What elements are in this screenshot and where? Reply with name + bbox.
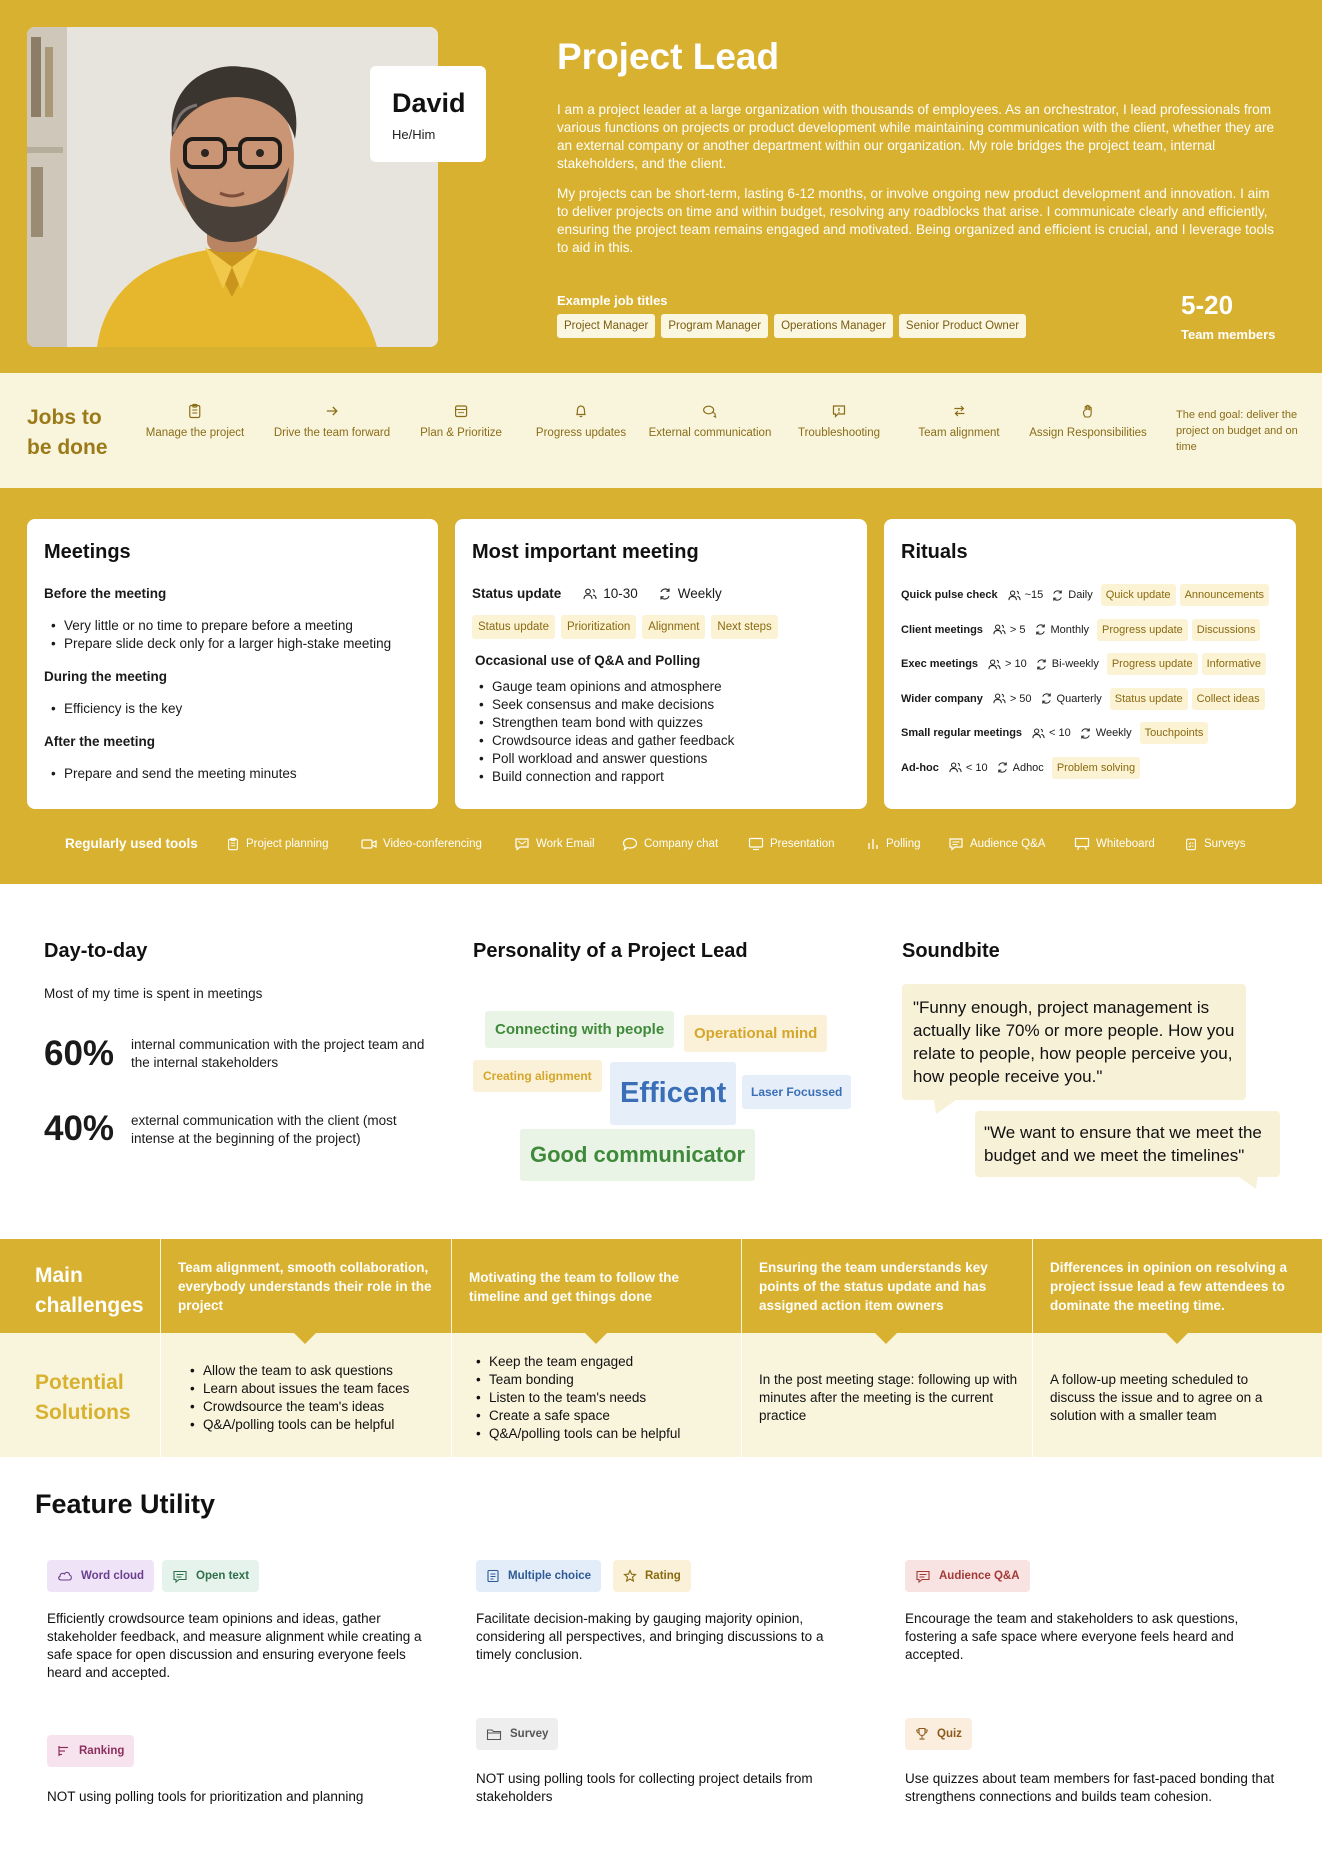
column-divider bbox=[1032, 1239, 1033, 1457]
job-item bbox=[649, 403, 772, 439]
clipboard-icon bbox=[187, 403, 203, 419]
example-title-tag: Senior Product Owner bbox=[899, 314, 1026, 338]
pill-label: Rating bbox=[645, 1570, 681, 1582]
word-cloud-icon bbox=[57, 1570, 73, 1582]
person-name: David bbox=[392, 88, 466, 118]
day-to-day-intro: Most of my time is spent in meetings bbox=[44, 986, 263, 1001]
quote-text: "We want to ensure that we meet the budget and we meet the timelines" bbox=[984, 1123, 1262, 1165]
ritual-name: Wider company bbox=[901, 692, 983, 705]
arrow-right-icon bbox=[324, 403, 340, 419]
ritual-attendees bbox=[993, 623, 1026, 636]
pill-label: Ranking bbox=[79, 1745, 125, 1757]
ritual-attendee-count: < 10 bbox=[1049, 727, 1071, 740]
list-item: • Crowdsource the team's ideas bbox=[188, 1398, 458, 1416]
ritual-attendees bbox=[993, 692, 1032, 705]
job-item bbox=[536, 403, 626, 439]
solution-text: In the post meeting stage: following up with minutes after the meeting is the current practice bbox=[759, 1372, 1018, 1423]
list-item: • Keep the team engaged bbox=[474, 1353, 744, 1371]
list-item: • Q&A/polling tools can be helpful bbox=[474, 1425, 744, 1443]
whiteboard-icon bbox=[1074, 837, 1090, 851]
rituals-card bbox=[884, 519, 1296, 809]
notch bbox=[294, 1333, 316, 1344]
feature-pill bbox=[476, 1718, 558, 1750]
feature-description: NOT using polling tools for prioritization and planning bbox=[47, 1789, 364, 1804]
tool-item bbox=[361, 837, 482, 851]
trait-tag: Operational mind bbox=[684, 1015, 827, 1052]
job-item bbox=[420, 403, 502, 439]
example-title-tag: Program Manager bbox=[661, 314, 768, 338]
chat-bubbles-icon bbox=[702, 403, 718, 419]
ritual-frequency-value: Daily bbox=[1068, 589, 1093, 602]
after-meeting-list bbox=[44, 765, 421, 783]
tag: Progress update bbox=[1097, 619, 1188, 641]
challenge-text: Motivating the team to follow the timeline and get things done bbox=[469, 1270, 679, 1304]
bubble-tail bbox=[934, 1100, 956, 1114]
challenge-text: Ensuring the team understands key points of the status update and has assigned action item owners bbox=[759, 1260, 988, 1313]
notch bbox=[585, 1333, 607, 1344]
ritual-row bbox=[901, 578, 1279, 613]
people-icon bbox=[988, 658, 1001, 671]
solution-list bbox=[474, 1353, 744, 1443]
trophy-icon bbox=[915, 1727, 929, 1741]
notch bbox=[875, 1333, 897, 1344]
trait-tag: Connecting with people bbox=[485, 1011, 674, 1048]
mail-icon bbox=[514, 837, 530, 851]
qa-polling-list bbox=[472, 678, 850, 786]
solution-text: A follow-up meeting scheduled to discuss the issue and to agree on a solution with a smaller team bbox=[1050, 1372, 1263, 1423]
trait-tag: Laser Focussed bbox=[742, 1075, 851, 1109]
pill-label: Survey bbox=[510, 1728, 549, 1740]
person-pronouns: He/Him bbox=[392, 127, 436, 142]
survey-icon bbox=[1184, 837, 1198, 851]
video-icon bbox=[361, 837, 377, 851]
team-size-label: Team members bbox=[1181, 327, 1276, 342]
tool-item bbox=[748, 837, 835, 851]
page-title: Project Lead bbox=[557, 36, 780, 77]
tool-label: Company chat bbox=[644, 838, 719, 850]
ritual-attendee-count: ~15 bbox=[1024, 589, 1044, 602]
intro-paragraph-2: My projects can be short-term, lasting 6-12 months, or involve ongoing new product development and innovation. I aim to deliver projects on time and within budget, resolving any roadblocks that arise. I communicate clearly and efficiently, ensuring the project team remains engaged and motivated. Being organized and efficient is crucial, and I leverage tools to aid in this. bbox=[557, 186, 1274, 255]
trait-tag: Creating alignment bbox=[473, 1060, 602, 1092]
quote-text: "Funny enough, project management is actually like 70% or more people. How you relate to people, how people perceive you, how people receive you." bbox=[913, 998, 1235, 1086]
feature-pill bbox=[905, 1718, 972, 1750]
job-label: Assign Responsibilities bbox=[1029, 427, 1147, 439]
list-item: • Listen to the team's needs bbox=[474, 1389, 744, 1407]
tool-item bbox=[866, 837, 921, 851]
tool-label: Polling bbox=[886, 838, 921, 850]
ritual-attendees bbox=[949, 761, 988, 774]
ritual-row bbox=[901, 647, 1279, 682]
list-item: • Efficiency is the key bbox=[44, 700, 421, 718]
meetings-card bbox=[27, 519, 438, 809]
stat-percent: 40% bbox=[44, 1109, 115, 1148]
job-item bbox=[918, 403, 999, 439]
hand-icon bbox=[1080, 403, 1096, 419]
feature-pill bbox=[47, 1560, 154, 1592]
repeat-icon bbox=[1079, 727, 1092, 740]
tool-item bbox=[622, 837, 718, 851]
bar-chart-icon bbox=[866, 837, 880, 851]
tool-item bbox=[948, 837, 1045, 851]
end-goal: The end goal: deliver the project on budget and on time bbox=[1176, 409, 1298, 453]
ritual-frequency bbox=[1079, 727, 1132, 740]
important-meeting-card bbox=[455, 519, 867, 809]
tool-label: Surveys bbox=[1204, 838, 1246, 850]
tool-label: Whiteboard bbox=[1096, 838, 1155, 850]
attendees bbox=[583, 586, 638, 601]
tag: Prioritization bbox=[561, 615, 636, 639]
tag: Status update bbox=[472, 615, 555, 639]
during-meeting-label: During the meeting bbox=[44, 669, 168, 684]
name-card bbox=[370, 66, 486, 162]
tag: Next steps bbox=[711, 615, 777, 639]
star-icon bbox=[623, 1569, 637, 1583]
list-item: • Gauge team opinions and atmosphere bbox=[472, 678, 850, 696]
list-item: • Allow the team to ask questions bbox=[188, 1362, 458, 1380]
people-icon bbox=[583, 587, 597, 601]
bell-icon bbox=[573, 403, 589, 419]
chat-icon bbox=[622, 837, 638, 851]
ritual-attendee-count: > 5 bbox=[1009, 623, 1026, 636]
tag: Announcements bbox=[1180, 584, 1270, 606]
trait-tag: Good communicator bbox=[520, 1129, 755, 1181]
list-item: • Crowdsource ideas and gather feedback bbox=[472, 732, 850, 750]
ritual-frequency bbox=[1040, 692, 1102, 705]
tag: Quick update bbox=[1101, 584, 1176, 606]
calendar-icon bbox=[453, 403, 469, 419]
frequency-value: Weekly bbox=[677, 586, 722, 601]
list-item: • Learn about issues the team faces bbox=[188, 1380, 458, 1398]
tool-item bbox=[226, 837, 328, 851]
challenges-title: Main challenges bbox=[35, 1264, 144, 1317]
ritual-frequency bbox=[996, 761, 1044, 774]
pill-label: Word cloud bbox=[81, 1570, 145, 1582]
tool-item bbox=[514, 837, 595, 851]
repeat-icon bbox=[1034, 623, 1047, 636]
tool-label: Project planning bbox=[246, 838, 329, 850]
ritual-row bbox=[901, 716, 1279, 751]
alert-message-icon bbox=[831, 403, 847, 419]
pill-label: Multiple choice bbox=[508, 1570, 592, 1582]
people-icon bbox=[993, 623, 1006, 636]
repeat-icon bbox=[1040, 692, 1053, 705]
before-meeting-label: Before the meeting bbox=[44, 586, 167, 601]
quote-bubble-2 bbox=[975, 1111, 1280, 1177]
clipboard-icon bbox=[226, 837, 240, 851]
ritual-attendees bbox=[988, 658, 1027, 671]
trait-tag: Efficent bbox=[610, 1062, 736, 1125]
open-text-icon bbox=[172, 1570, 188, 1583]
people-icon bbox=[1032, 727, 1045, 740]
ritual-row bbox=[901, 613, 1279, 648]
feature-pill bbox=[47, 1735, 134, 1767]
example-titles bbox=[557, 314, 1026, 338]
job-label: External communication bbox=[648, 427, 772, 439]
ritual-frequency-value: Adhoc bbox=[1012, 761, 1044, 774]
important-meeting-title: Most important meeting bbox=[472, 541, 699, 563]
feature-description: Encourage the team and stakeholders to ask questions, fostering a safe space where everyone feels heard and accepted. bbox=[905, 1611, 1239, 1662]
stat-percent: 60% bbox=[44, 1034, 115, 1073]
meetings-band bbox=[0, 488, 1322, 884]
ritual-attendees bbox=[1032, 727, 1071, 740]
feature-description: NOT using polling tools for collecting project details from stakeholders bbox=[476, 1771, 813, 1804]
jobs-to-be-done bbox=[0, 373, 1322, 488]
stat-text: internal communication with the project team and the internal stakeholders bbox=[131, 1037, 425, 1070]
job-item bbox=[798, 403, 880, 439]
audience-qa-icon bbox=[915, 1570, 931, 1583]
qa-polling-label: Occasional use of Q&A and Polling bbox=[475, 653, 701, 668]
tag: Discussions bbox=[1192, 619, 1261, 641]
monitor-icon bbox=[748, 837, 764, 851]
job-item bbox=[146, 403, 244, 439]
ritual-name: Small regular meetings bbox=[901, 727, 1023, 740]
tool-label: Video-conferencing bbox=[383, 838, 482, 850]
people-icon bbox=[949, 761, 962, 774]
pill-label: Quiz bbox=[937, 1728, 962, 1740]
job-item bbox=[1029, 403, 1147, 439]
personality-title: Personality of a Project Lead bbox=[473, 940, 748, 962]
ritual-frequency-value: Weekly bbox=[1095, 727, 1132, 740]
qa-icon bbox=[948, 837, 964, 851]
multiple-choice-icon bbox=[486, 1569, 500, 1583]
people-icon bbox=[1008, 589, 1021, 602]
tag: Touchpoints bbox=[1140, 722, 1209, 744]
people-icon bbox=[993, 692, 1006, 705]
feature-description: Efficiently crowdsource team opinions and ideas, gather stakeholder feedback, and measure alignment while creating a safe space for open discussion and ensuring everyone feels heard and accepted. bbox=[47, 1611, 422, 1680]
job-label: Team alignment bbox=[918, 427, 1000, 439]
soundbite-title: Soundbite bbox=[902, 940, 1000, 962]
swap-arrows-icon bbox=[951, 403, 967, 419]
meeting-name: Status update bbox=[472, 586, 562, 601]
ritual-name: Quick pulse check bbox=[901, 589, 998, 602]
challenge-text: Differences in opinion on resolving a project issue lead a few attendees to dominate the meeting time. bbox=[1050, 1260, 1288, 1313]
ritual-name: Exec meetings bbox=[901, 658, 979, 671]
rituals-title: Rituals bbox=[901, 541, 968, 563]
feature-pill bbox=[476, 1560, 601, 1592]
list-item: • Create a safe space bbox=[474, 1407, 744, 1425]
hero-section bbox=[0, 0, 1322, 373]
ritual-frequency bbox=[1035, 658, 1099, 671]
feature-pill bbox=[162, 1560, 259, 1592]
feature-pill bbox=[905, 1560, 1030, 1592]
list-item: • Strengthen team bond with quizzes bbox=[472, 714, 850, 732]
list-item: • Prepare and send the meeting minutes bbox=[44, 765, 421, 783]
job-label: Drive the team forward bbox=[273, 427, 391, 439]
example-titles-label: Example job titles bbox=[557, 293, 668, 308]
meeting-tags bbox=[472, 615, 850, 639]
repeat-icon bbox=[1051, 589, 1064, 602]
jobs-title: Jobs to be done bbox=[27, 406, 108, 459]
challenge-text: Team alignment, smooth collaboration, everybody understands their role in the project bbox=[178, 1260, 432, 1313]
tool-label: Audience Q&A bbox=[970, 838, 1046, 850]
list-item: • Team bonding bbox=[474, 1371, 744, 1389]
tag: Progress update bbox=[1107, 653, 1198, 675]
list-item: • Very little or no time to prepare before a meeting bbox=[44, 617, 421, 635]
during-meeting-list bbox=[44, 700, 421, 718]
feature-description: Use quizzes about team members for fast-paced bonding that strengthens connections and builds team cohesion. bbox=[905, 1771, 1275, 1804]
ritual-name: Ad-hoc bbox=[901, 761, 939, 774]
job-label: Plan & Prioritize bbox=[420, 427, 502, 439]
ritual-frequency-value: Monthly bbox=[1050, 623, 1090, 636]
example-title-tag: Operations Manager bbox=[774, 314, 893, 338]
repeat-icon bbox=[658, 587, 672, 601]
tag: Problem solving bbox=[1052, 757, 1140, 779]
job-label: Troubleshooting bbox=[797, 427, 881, 439]
job-item bbox=[274, 403, 390, 439]
repeat-icon bbox=[996, 761, 1009, 774]
solutions-title: Potential Solutions bbox=[35, 1371, 131, 1424]
frequency bbox=[658, 586, 722, 601]
list-item: • Build connection and rapport bbox=[472, 768, 850, 786]
job-label: Progress updates bbox=[535, 427, 627, 439]
tag: Alignment bbox=[642, 615, 705, 639]
column-divider bbox=[160, 1239, 161, 1457]
ritual-attendee-count: > 10 bbox=[1005, 658, 1027, 671]
status-update-row bbox=[472, 586, 850, 601]
list-item: • Prepare slide deck only for a larger high-stake meeting bbox=[44, 635, 421, 653]
ritual-frequency bbox=[1034, 623, 1090, 636]
notch bbox=[1166, 1333, 1188, 1344]
intro-paragraph-1: I am a project leader at a large organization with thousands of employees. As an orchestrator, I lead professionals from various functions on projects or product development while maintaining communication with the client, whether they are an external company or another department within our organization. My role bridges the project team, internal stakeholders, and the client. bbox=[557, 102, 1275, 171]
ritual-row bbox=[901, 751, 1279, 786]
pill-label: Open text bbox=[196, 1570, 250, 1582]
feature-utility-title: Feature Utility bbox=[35, 1489, 216, 1519]
tool-item bbox=[1184, 837, 1246, 851]
pill-label: Audience Q&A bbox=[939, 1570, 1020, 1582]
tag: Status update bbox=[1110, 688, 1188, 710]
ritual-row bbox=[901, 682, 1279, 717]
ranking-icon bbox=[57, 1744, 71, 1758]
ritual-frequency-value: Quarterly bbox=[1056, 692, 1102, 705]
feature-description: Facilitate decision-making by gauging majority opinion, considering all perspectives, and bringing discussions to a timely conclusion. bbox=[476, 1611, 824, 1662]
job-label: Manage the project bbox=[145, 427, 245, 439]
ritual-frequency bbox=[1051, 589, 1092, 602]
meetings-title: Meetings bbox=[44, 541, 131, 563]
bubble-tail bbox=[1236, 1175, 1258, 1189]
example-title-tag: Project Manager bbox=[557, 314, 655, 338]
day-to-day-title: Day-to-day bbox=[44, 940, 148, 962]
stat-text: external communication with the client (most intense at the beginning of the project) bbox=[131, 1113, 397, 1146]
ritual-frequency-value: Bi-weekly bbox=[1051, 658, 1099, 671]
folder-icon bbox=[486, 1728, 502, 1741]
tool-label: Presentation bbox=[770, 838, 835, 850]
rituals-list bbox=[901, 578, 1279, 785]
ritual-attendee-count: < 10 bbox=[965, 761, 988, 774]
tool-label: Work Email bbox=[536, 838, 595, 850]
before-meeting-list bbox=[44, 617, 421, 653]
after-meeting-label: After the meeting bbox=[44, 734, 156, 749]
ritual-attendee-count: > 50 bbox=[1009, 692, 1032, 705]
attendee-count: 10-30 bbox=[603, 586, 638, 601]
list-item: • Seek consensus and make decisions bbox=[472, 696, 850, 714]
tag: Collect ideas bbox=[1192, 688, 1265, 710]
team-size: 5-20 bbox=[1181, 290, 1234, 320]
tools-title: Regularly used tools bbox=[65, 836, 198, 851]
list-item: • Q&A/polling tools can be helpful bbox=[188, 1416, 458, 1434]
repeat-icon bbox=[1035, 658, 1048, 671]
quote-bubble-1 bbox=[902, 984, 1246, 1100]
solution-list bbox=[188, 1362, 458, 1434]
ritual-attendees bbox=[1008, 589, 1044, 602]
list-item: • Poll workload and answer questions bbox=[472, 750, 850, 768]
feature-pill bbox=[613, 1560, 691, 1592]
tool-item bbox=[1074, 837, 1155, 851]
ritual-name: Client meetings bbox=[901, 623, 983, 636]
tag: Informative bbox=[1202, 653, 1266, 675]
